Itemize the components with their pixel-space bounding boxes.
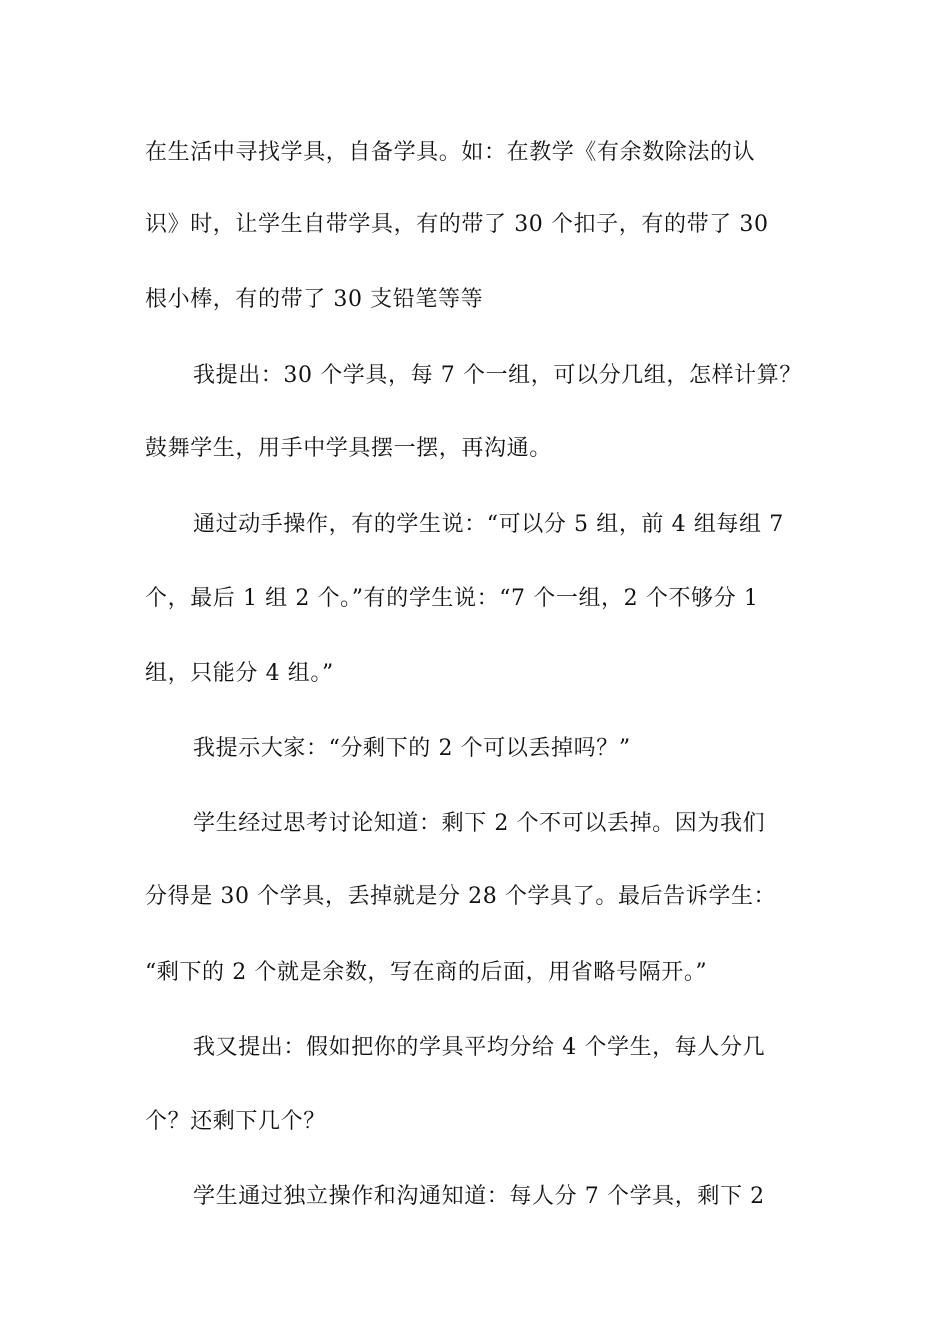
paragraph-5-line-1: 学生经过思考讨论知道：剩下 2 个不可以丢掉。因为我们 (193, 811, 766, 836)
paragraph-1-line-2: 识》时，让学生自带学具，有的带了 30 个扣子，有的带了 30 (145, 212, 769, 237)
paragraph-1-line-1: 在生活中寻找学具，自备学具。如：在教学《有余数除法的认 (145, 140, 756, 165)
paragraph-2-line-1: 我提出：30 个学具，每 7 个一组，可以分几组，怎样计算？ (193, 363, 802, 388)
paragraph-6-line-1: 我又提出：假如把你的学具平均分给 4 个学生，每人分几 (193, 1035, 766, 1060)
paragraph-5-line-2: 分得是 30 个学具，丢掉就是分 28 个学具了。最后告诉学生： (145, 884, 777, 909)
paragraph-1-line-3: 根小棒，有的带了 30 支铅笔等等 (145, 287, 484, 312)
paragraph-3-line-2: 个，最后 1 组 2 个。”有的学生说：“7 个一组，2 个不够分 1 (145, 586, 759, 611)
paragraph-5-line-3: “剩下的 2 个就是余数，写在商的后面，用省略号隔开。” (145, 960, 708, 985)
paragraph-2-line-2: 鼓舞学生，用手中学具摆一摆，再沟通。 (145, 436, 552, 461)
paragraph-4-line-1: 我提示大家：“分剩下的 2 个可以丢掉吗？” (193, 736, 631, 761)
paragraph-7-line-1: 学生通过独立操作和沟通知道：每人分 7 个学具，剩下 2 (193, 1184, 765, 1209)
paragraph-6-line-2: 个？还剩下几个？ (145, 1109, 326, 1134)
paragraph-3-line-1: 通过动手操作，有的学生说：“可以分 5 组，前 4 组每组 7 (193, 512, 784, 537)
paragraph-3-line-3: 组，只能分 4 组。” (145, 661, 334, 686)
